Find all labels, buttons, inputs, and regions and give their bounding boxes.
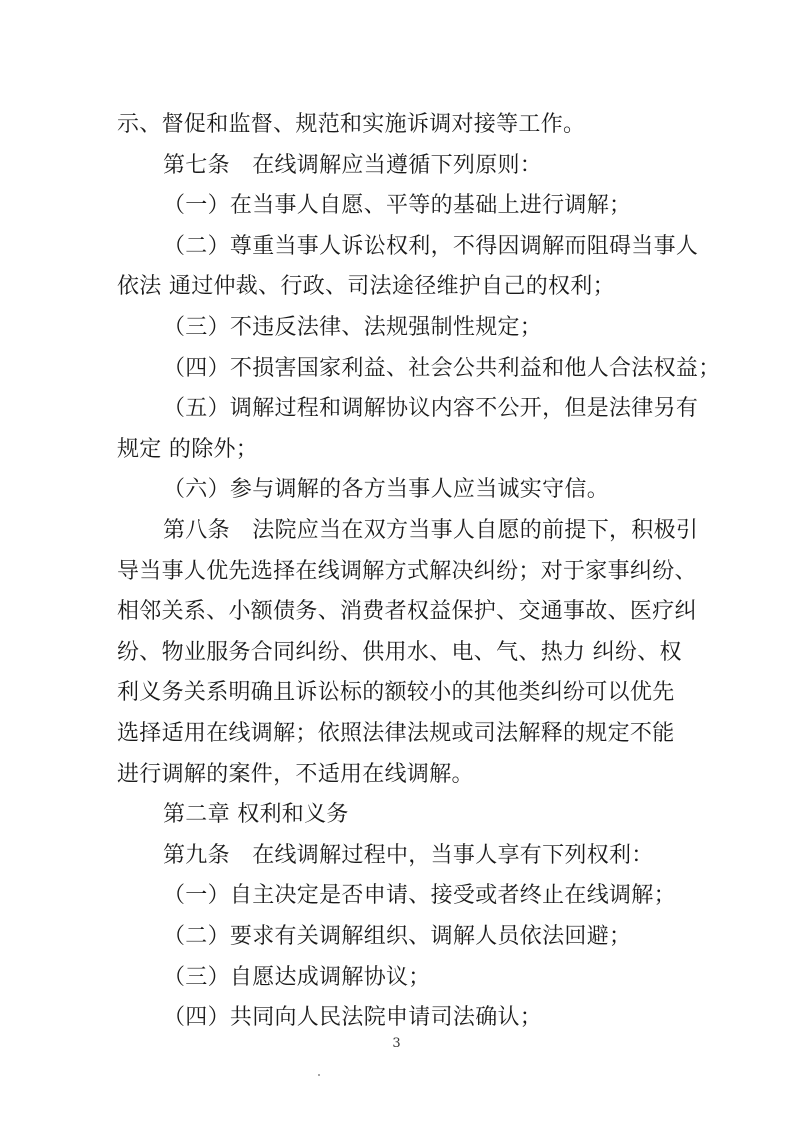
text-line: （三）不违反法律、法规强制性规定； — [163, 315, 543, 340]
text-line: （四）不损害国家利益、社会公共利益和他人合法权益； — [163, 356, 721, 381]
page-number: 3 — [392, 1036, 401, 1051]
chapter-2-heading: 第二章 权利和义务 — [163, 802, 349, 827]
text-line: 进行调解的案件，不适用在线调解。 — [117, 762, 474, 787]
text-line: （二）尊重当事人诉讼权利，不得因调解而阻碍当事人 — [163, 234, 699, 259]
text-line: （五）调解过程和调解协议内容不公开，但是法律另有 — [163, 396, 699, 421]
article-8-heading: 第八条 法院应当在双方当事人自愿的前提下，积极引 — [163, 518, 699, 543]
text-line: 导当事人优先选择在线调解方式解决纠纷；对于家事纠纷、 — [117, 559, 697, 584]
text-line: 依法 通过仲裁、行政、司法途径维护自己的权利； — [117, 274, 615, 299]
text-line: （三）自愿达成调解协议； — [163, 965, 431, 990]
article-9-heading: 第九条 在线调解过程中，当事人享有下列权利： — [163, 843, 654, 868]
text-line: 示、督促和监督、规范和实施诉调对接等工作。 — [117, 112, 586, 137]
text-line: （四）共同向人民法院申请司法确认； — [163, 1005, 543, 1030]
text-line: （一）自主决定是否申请、接受或者终止在线调解； — [163, 883, 676, 908]
text-line: 纷、物业服务合同纠纷、供用水、电、气、热力 纠纷、权 — [117, 640, 682, 665]
text-line: 利义务关系明确且诉讼标的额较小的其他类纠纷可以优先 — [117, 680, 675, 705]
scan-speck — [318, 1074, 320, 1076]
text-line: 相邻关系、小额债务、消费者权益保护、交通事故、医疗纠 — [117, 599, 697, 624]
article-7-heading: 第七条 在线调解应当遵循下列原则： — [163, 153, 543, 178]
text-line: （六）参与调解的各方当事人应当诚实守信。 — [163, 477, 610, 502]
text-line: （二）要求有关调解组织、调解人员依法回避； — [163, 924, 632, 949]
text-line: 规定 的除外； — [117, 437, 259, 462]
text-line: （一）在当事人自愿、平等的基础上进行调解； — [163, 193, 632, 218]
text-line: 选择适用在线调解；依照法律法规或司法解释的规定不能 — [117, 721, 675, 746]
